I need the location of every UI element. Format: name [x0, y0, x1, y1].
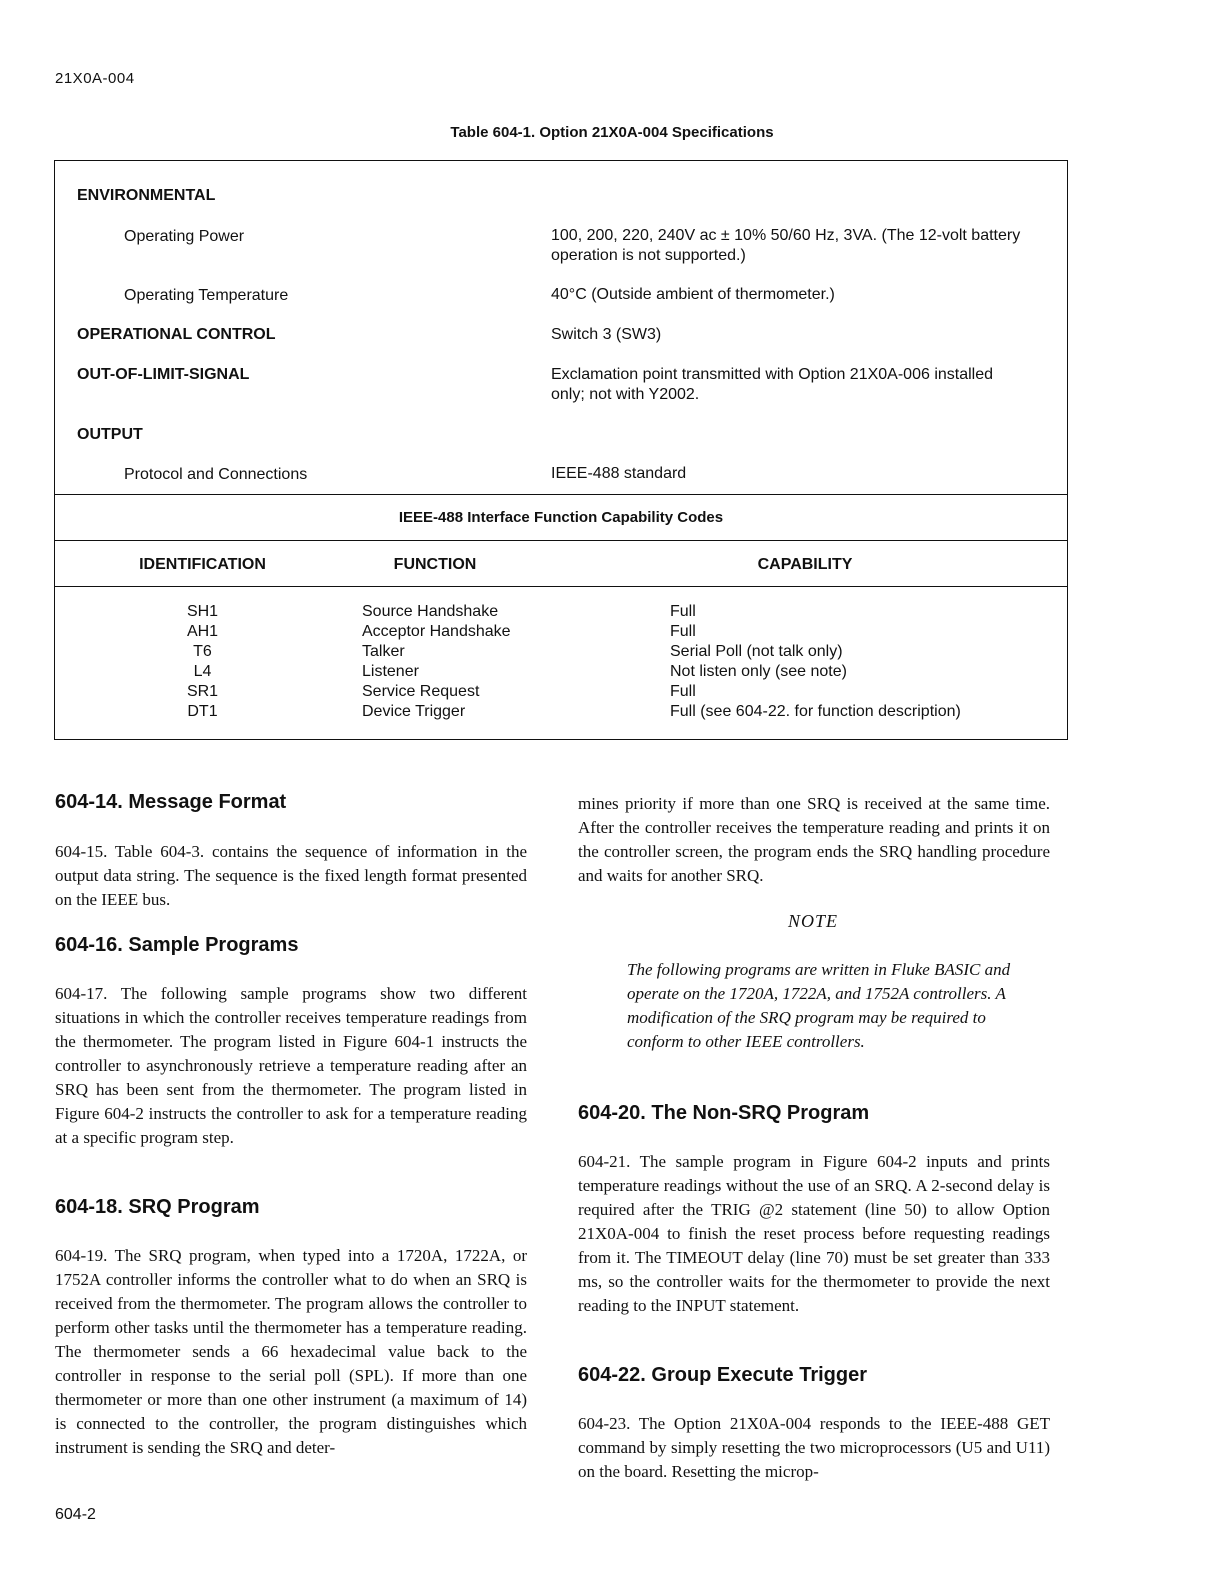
section-604-20-heading: 604-20. The Non-SRQ Program — [578, 1102, 870, 1124]
table-divider — [54, 540, 1068, 541]
row-id: SR1 — [186, 683, 219, 700]
operating-power-value: 100, 200, 220, 240V ac ± 10% 50/60 Hz, 3VA. (The 12-volt battery operation is not supported.) — [551, 227, 1021, 264]
row-function: Acceptor Handshake — [362, 623, 511, 640]
row-function: Service Request — [362, 683, 480, 700]
paragraph-604-21: 604-21. The sample program in Figure 604-2 inputs and prints temperature readings without the use of an SRQ. A 2-second delay is required after the TRIG @2 statement (line 50) to allow Option 21X0A-004 to finish the reset process before requesting readings from it. The TIMEOUT delay (line 70) must be set greater than 333 ms, so the controller waits for the thermometer to provide the next reading to the INPUT statement. — [578, 1152, 1050, 1315]
row-function: Device Trigger — [362, 703, 466, 720]
row-capability: Not listen only (see note) — [670, 663, 847, 680]
table-title: Table 604-1. Option 21X0A-004 Specifications — [450, 124, 774, 141]
section-604-22-heading: 604-22. Group Execute Trigger — [578, 1364, 867, 1386]
paragraph-604-17: 604-17. The following sample programs show two different situations in which the controller receives temperature readings from the thermometer. The program listed in Figure 604-1 instructs the controller to asynchronously retrieve a temperature reading after an SRQ has been sent from the thermometer. The program listed in Figure 604-2 instructs the controller to ask for a temperature reading at a specific program step. — [55, 984, 527, 1147]
page-number: 604-2 — [55, 1506, 96, 1523]
protocol-label: Protocol and Connections — [124, 466, 308, 483]
paragraph-604-23: 604-23. The Option 21X0A-004 responds to the IEEE-488 GET command by simply resetting the two microprocessors (U5 and U11) on the board. Resetting the microp- — [578, 1414, 1050, 1481]
table-divider — [54, 586, 1068, 587]
row-function: Listener — [362, 663, 419, 680]
out-of-limit-label: OUT-OF-LIMIT-SIGNAL — [77, 366, 250, 383]
table-divider — [54, 494, 1068, 495]
operating-power-label: Operating Power — [124, 228, 245, 245]
ieee-table-title: IEEE-488 Interface Function Capability Codes — [398, 509, 724, 526]
note-body: The following programs are written in Fluke BASIC and operate on the 1720A, 1722A, and 1752A controllers. A modification of the SRQ program may be required to conform to other IEEE controllers. — [627, 960, 1011, 1051]
row-capability: Full — [670, 683, 696, 700]
row-id: DT1 — [187, 703, 218, 720]
protocol-value: IEEE-488 standard — [551, 465, 687, 482]
note-title: NOTE — [788, 911, 839, 931]
row-function: Talker — [362, 643, 405, 660]
section-604-18-heading: 604-18. SRQ Program — [55, 1196, 260, 1218]
paragraph-604-15: 604-15. Table 604-3. contains the sequence of information in the output data string. The sequence is the fixed length format presented on the IEEE bus. — [55, 842, 527, 909]
operational-control-label: OPERATIONAL CONTROL — [77, 326, 276, 343]
column-header-capability: CAPABILITY — [757, 556, 853, 573]
row-capability: Full — [670, 603, 696, 620]
column-header-function: FUNCTION — [393, 556, 477, 573]
out-of-limit-value: Exclamation point transmitted with Option 21X0A-006 installed only; not with Y2002. — [551, 366, 994, 403]
row-capability: Full — [670, 623, 696, 640]
operational-control-value: Switch 3 (SW3) — [551, 326, 662, 343]
row-id: SH1 — [186, 603, 219, 620]
section-604-16-heading: 604-16. Sample Programs — [55, 934, 299, 956]
output-heading: OUTPUT — [77, 426, 143, 443]
row-id: L4 — [193, 663, 212, 680]
operating-temperature-value: 40°C (Outside ambient of thermometer.) — [551, 286, 835, 303]
row-id: T6 — [193, 643, 212, 660]
row-capability: Full (see 604-22. for function description) — [670, 703, 961, 720]
document-id: 21X0A-004 — [55, 70, 135, 87]
section-604-14-heading: 604-14. Message Format — [55, 791, 287, 813]
row-function: Source Handshake — [362, 603, 499, 620]
paragraph-604-19: 604-19. The SRQ program, when typed into a 1720A, 1722A, or 1752A controller informs the controller what to do when an SRQ is received from the thermometer. The program allows the controller to perform other tasks until the thermometer has a temperature reading. The thermometer sends a 66 hexadecimal value back to the controller in response to the serial poll (SPL). If more than one thermometer or more than one other instrument (a maximum of 14) is connected to the controller, the program distinguishes which instrument is sending the SRQ and deter- — [55, 1246, 527, 1457]
operating-temperature-label: Operating Temperature — [124, 287, 289, 304]
row-capability: Serial Poll (not talk only) — [670, 643, 843, 660]
paragraph-604-19-continued: mines priority if more than one SRQ is received at the same time. After the controller receives the temperature reading and prints it on the controller screen, the program ends the SRQ handling procedure and waits for another SRQ. — [578, 794, 1050, 885]
row-id: AH1 — [186, 623, 219, 640]
environmental-heading: ENVIRONMENTAL — [77, 187, 216, 204]
column-header-identification: IDENTIFICATION — [139, 556, 266, 573]
